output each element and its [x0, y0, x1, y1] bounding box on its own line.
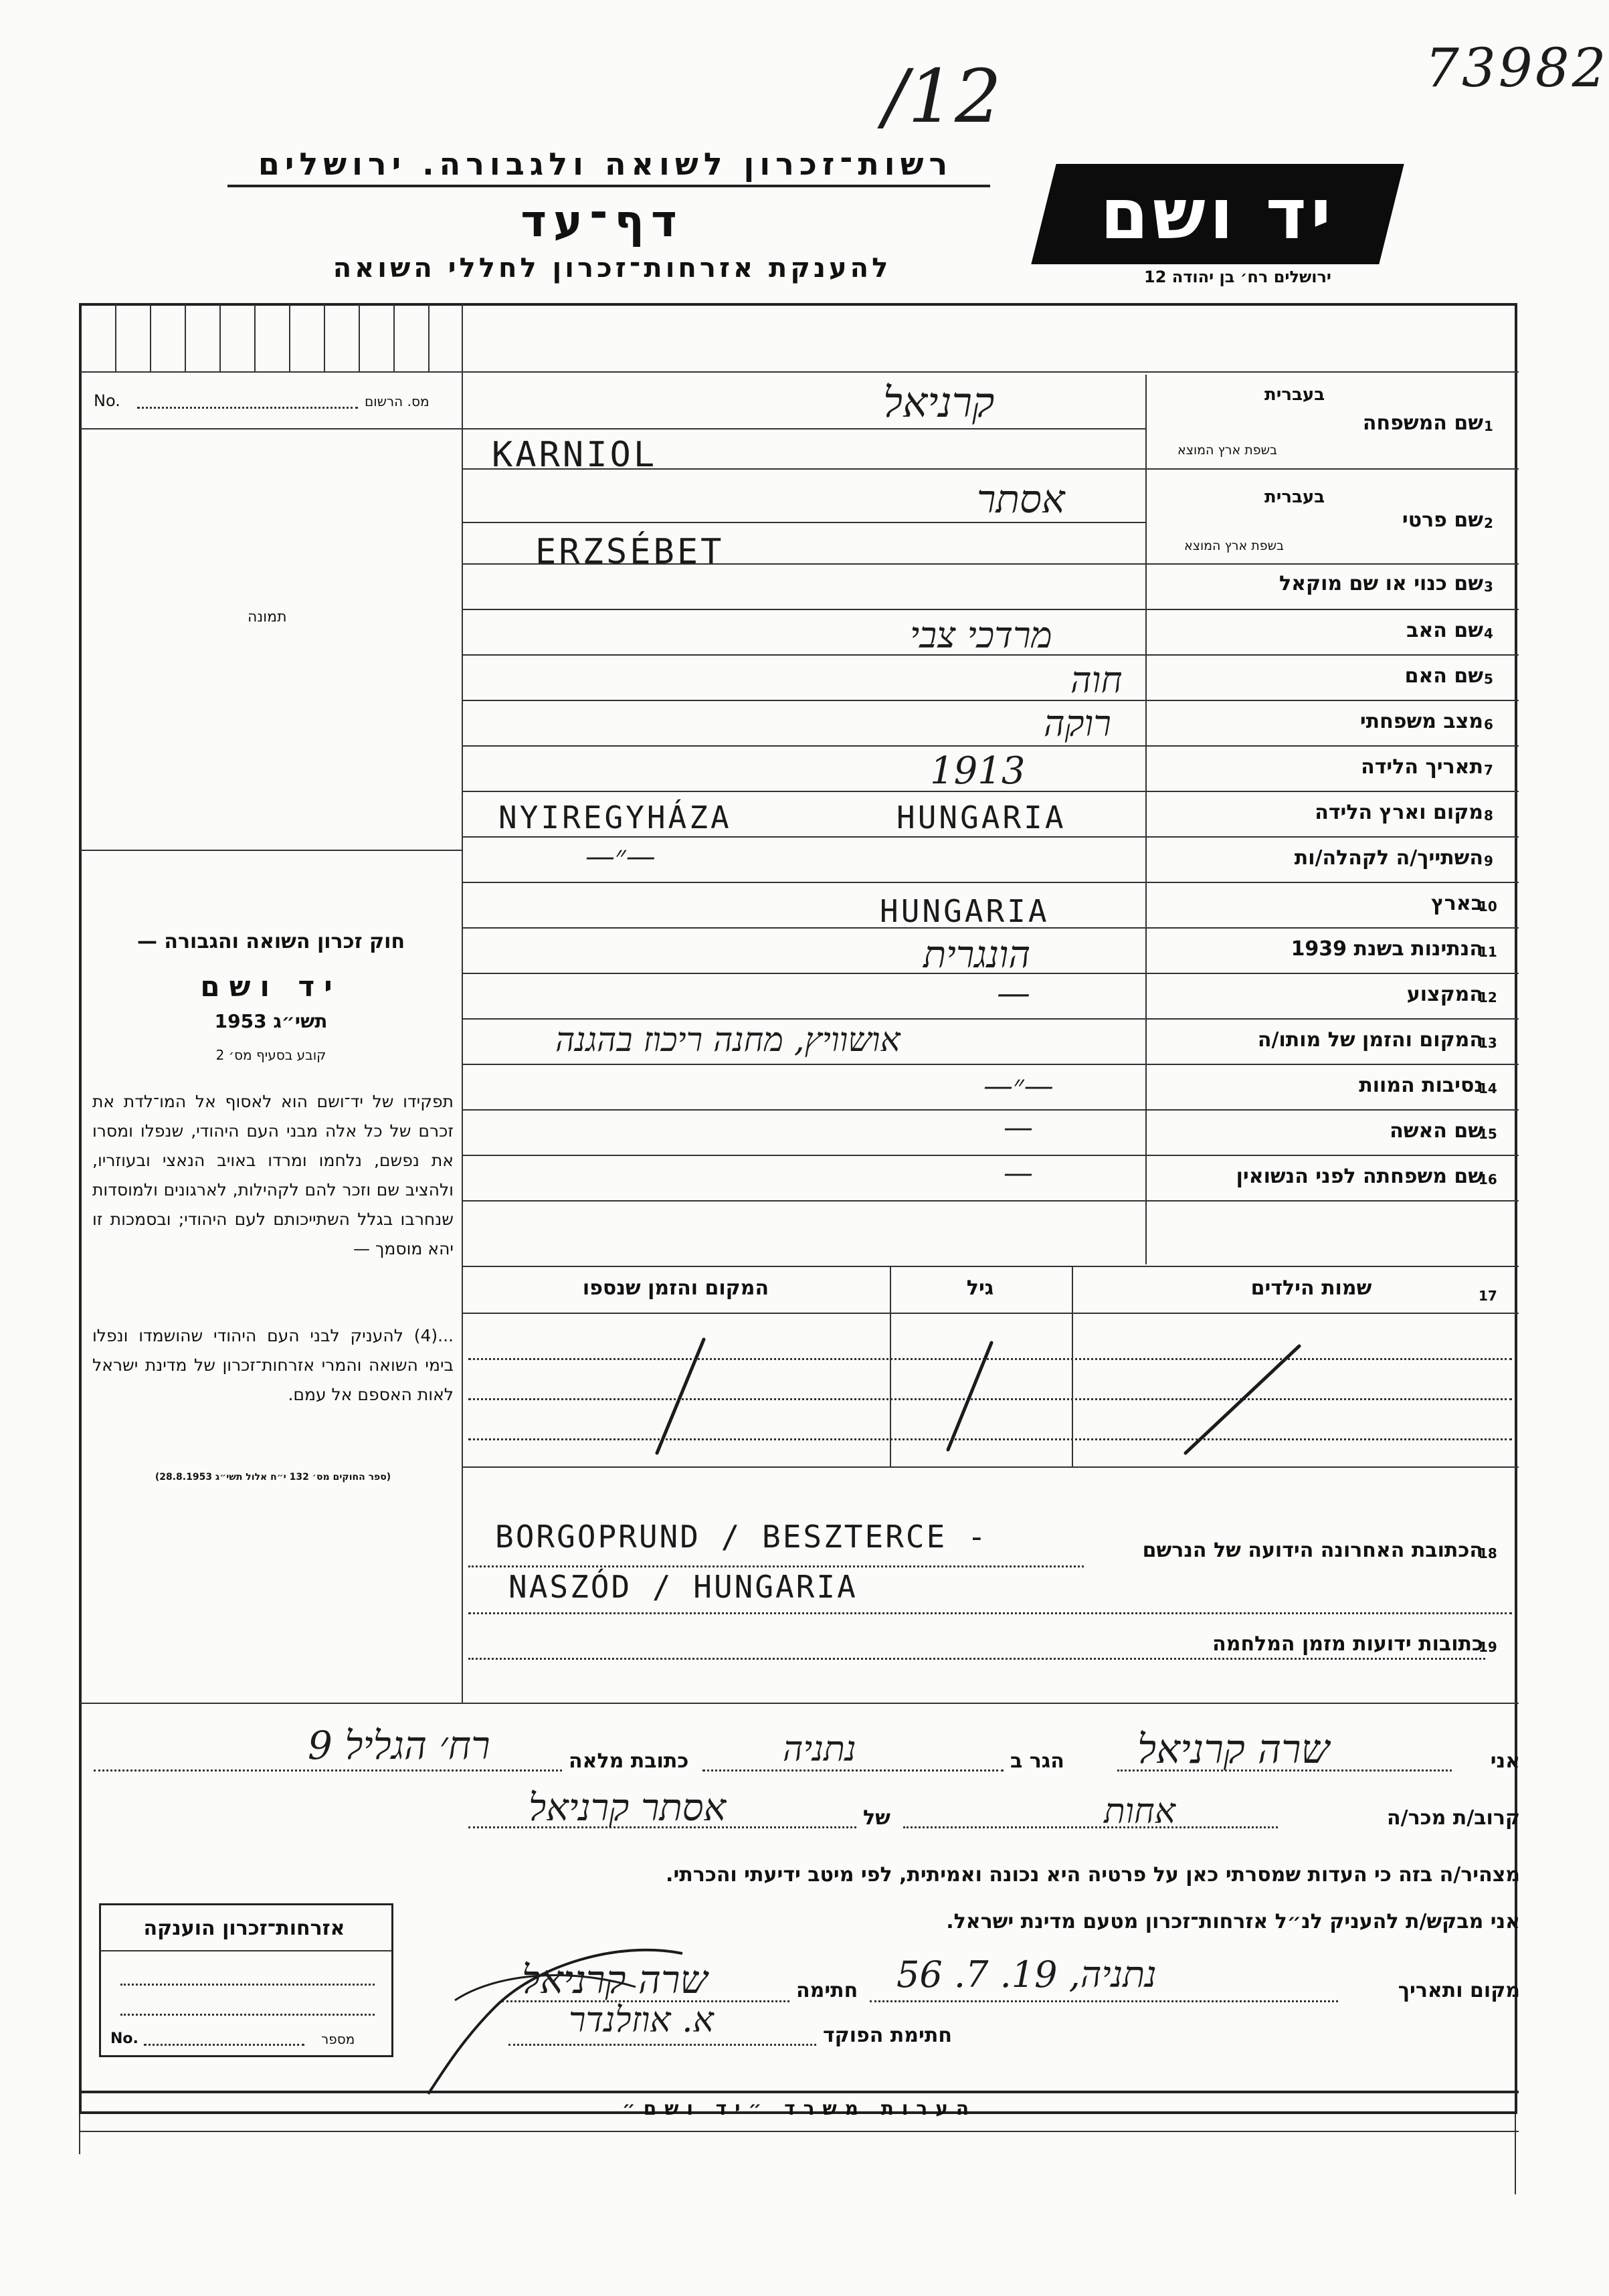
field-18-label: הכתובת האחרונה הידועה של הנרשם: [1142, 1539, 1483, 1562]
field-11-label: הנתינות בשנת 1939: [1291, 937, 1483, 961]
photo-label: תמונה: [248, 609, 287, 626]
field-1-sub-top: בעברית: [1264, 385, 1325, 405]
decl-relation-label: קרוב/ת מכר/ה: [1387, 1806, 1520, 1830]
field-11-number: 11: [1479, 944, 1497, 960]
decl-resident: הגר ב: [1010, 1749, 1064, 1773]
registry-no-field[interactable]: [137, 407, 358, 409]
decl-name[interactable]: שרה קרניאל: [1137, 1726, 1330, 1773]
field-2-sub-top: בעברית: [1264, 487, 1325, 507]
address-line-1[interactable]: BORGOPRUND / BESZTERCE -: [495, 1519, 988, 1555]
field-1-value-he[interactable]: קרניאל: [883, 378, 995, 427]
logo-text: יד ושם: [1100, 173, 1335, 255]
certificate-title: אזרחות־זכרון הוענקה: [143, 1917, 345, 1940]
field-13-value[interactable]: אושוויץ, מחנה ריכוז בהגנה: [555, 1020, 901, 1059]
folio-number: /12: [883, 54, 1002, 139]
children-table-bottom: [463, 1466, 1519, 1468]
field-18-number: 18: [1479, 1545, 1497, 1561]
law-name: יד ושם: [200, 970, 342, 1003]
field-15-number: 15: [1479, 1126, 1497, 1142]
children-age-header: גיל: [966, 1276, 994, 1300]
field-16-value[interactable]: —: [1004, 1156, 1033, 1190]
signature-label: חתימה: [796, 1979, 858, 2002]
field-2-sub-bottom: בשפת ארץ המוצא: [1184, 539, 1285, 553]
form-bottom-border: [80, 2091, 1519, 2093]
field-19-number: 19: [1479, 1639, 1497, 1655]
registry-no-label-he: מס. הרשום: [365, 393, 430, 409]
children-strikeout-marks: [463, 1313, 1519, 1466]
authority-name: רשות־זכרון לשואה ולגבורה. ירושלים: [258, 146, 953, 182]
place-date-label: מקום ותאריך: [1398, 1979, 1520, 2002]
field-10-number: 10: [1479, 898, 1497, 915]
field-10-value[interactable]: HUNGARIA: [880, 893, 1050, 929]
decl-ani: אני: [1490, 1749, 1520, 1773]
field-9-label: השתייך/ה לקהלה/ות: [1294, 846, 1483, 870]
war-address-field[interactable]: [468, 1658, 1485, 1660]
footer-remarks: הערות משרד ״יד ושם״: [622, 2097, 977, 2119]
field-6-number: 6: [1484, 716, 1493, 733]
label-column-divider: [1145, 375, 1147, 1264]
field-13-number: 13: [1479, 1035, 1497, 1051]
field-9-number: 9: [1484, 853, 1493, 869]
field-4-value[interactable]: מרדכי צבי: [910, 614, 1052, 656]
field-1-value-latin[interactable]: KARNIOL: [492, 435, 658, 475]
form-title: דף־עד: [520, 195, 684, 247]
place-date-value[interactable]: נתניה, 19. 7. 56: [896, 1953, 1157, 1996]
field-10-label: בארץ: [1430, 892, 1483, 915]
field-5-value[interactable]: חוה: [1070, 659, 1123, 701]
official-signature[interactable]: א. אוזלנדר: [569, 2000, 714, 2040]
field-8-value-country[interactable]: HUNGARIA: [896, 799, 1066, 836]
field-6-value[interactable]: רוקה: [1044, 702, 1111, 745]
field-8-value-city[interactable]: NYIREGYHÁZA: [498, 799, 732, 836]
field-17-number: 17: [1479, 1288, 1497, 1304]
decl-request: אני מבקש/ת להעניק לנ״ל אזרחות־זכרון מטעם מדינת ישראל.: [946, 1910, 1520, 1933]
left-column-divider: [462, 304, 463, 1703]
field-7-value[interactable]: 1913: [930, 749, 1026, 793]
field-12-number: 12: [1479, 989, 1497, 1006]
signature-value[interactable]: שרה קרניאל: [522, 1957, 708, 2002]
law-title: חוק זכרון השואה והגבורה —: [136, 930, 405, 953]
law-year: תשי״ג 1953: [214, 1010, 328, 1032]
field-5-label: שם האם: [1404, 664, 1483, 688]
field-2-number: 2: [1484, 515, 1493, 531]
field-1-number: 1: [1484, 418, 1493, 434]
field-14-number: 14: [1479, 1080, 1497, 1096]
law-paragraph-2: ...(4) להעניק לבני העם היהודי שהושמדו ונפלו בימי השואה והמרי אזרחות־זכרון של מדינת ישראל לאות האספם אל עמם.: [92, 1326, 454, 1404]
law-citation: (ספר החוקים מס׳ 132 י״ח אלול תשי״ג 28.8.1953): [155, 1472, 391, 1482]
field-16-label: שם משפחתה לפני הנשואין: [1236, 1165, 1483, 1188]
certificate-no: No.: [110, 2030, 138, 2047]
fields-bottom: [463, 1266, 1519, 1267]
address-line-2[interactable]: NASZÓD / HUNGARIA: [508, 1569, 858, 1605]
archive-number: 73982: [1425, 37, 1609, 99]
field-8-number: 8: [1484, 807, 1493, 824]
field-8-label: מקום וארץ הלידה: [1315, 801, 1483, 824]
field-4-number: 4: [1484, 626, 1493, 642]
field-2-label: שם פרטי: [1402, 508, 1483, 532]
field-5-number: 5: [1484, 671, 1493, 687]
photo-area-bottom: [80, 850, 463, 851]
field-4-label: שם האב: [1406, 619, 1483, 642]
field-2-value-he[interactable]: אסתר: [977, 476, 1065, 522]
field-1-sub-bottom: בשפת ארץ המוצא: [1177, 443, 1278, 458]
certificate-number-label: מספר: [321, 2031, 355, 2047]
yad-vashem-logo: [1031, 164, 1404, 264]
signature-flourish: [415, 1927, 696, 2101]
field-2-value-latin[interactable]: ERZSÉBET: [535, 532, 725, 572]
decl-statement: מצהיר/ה בזה כי העדות שמסרתי כאן על פרטיה היא נכונה ואמיתית, לפי מיטב ידיעתי והכרתי.: [666, 1863, 1520, 1887]
decl-city[interactable]: נתניה: [783, 1729, 856, 1769]
children-place-header: המקום והזמן שנספו: [582, 1276, 769, 1300]
decl-address[interactable]: רח׳ הגליל 9: [308, 1723, 490, 1768]
field-13-label: המקום והזמן של מותו/ה: [1257, 1028, 1483, 1052]
top-strip-bottom: [80, 371, 1519, 373]
law-clause: קובע בסעיף מס׳ 2: [215, 1047, 326, 1063]
field-12-label: המקצוע: [1406, 983, 1483, 1006]
field-7-label: תאריך הלידה: [1361, 755, 1483, 779]
field-3-number: 3: [1484, 579, 1493, 595]
field-15-value[interactable]: —: [1004, 1111, 1033, 1145]
field-1-label: שם המשפחה: [1362, 411, 1483, 435]
children-names-header: שמות הילדים: [1250, 1276, 1372, 1300]
decl-address-label: כתובת מלאה: [569, 1749, 689, 1773]
field-14-value[interactable]: —״—: [983, 1069, 1054, 1103]
logo-address: ירושלים רח׳ בן יהודה 12: [1144, 268, 1331, 286]
field-19-label: כתובות ידועות מזמן המלחמה: [1212, 1632, 1483, 1656]
decl-of: של: [863, 1806, 890, 1830]
official-label: חתימת הפוקד: [823, 2024, 952, 2047]
registry-no-label: No.: [94, 391, 120, 410]
decl-of-name[interactable]: אסתר קרניאל: [529, 1786, 727, 1830]
field-3-label: שם כנוי או שם מוקאל: [1279, 572, 1483, 595]
field-14-label: נסיבות המוות: [1359, 1074, 1483, 1097]
field-11-value[interactable]: הונגרית: [923, 933, 1031, 977]
field-6-label: מצב משפחתי: [1359, 710, 1483, 733]
field-16-number: 16: [1479, 1171, 1497, 1187]
field-9-value[interactable]: —״—: [585, 840, 656, 874]
decl-relation[interactable]: אחות: [1104, 1792, 1175, 1832]
authority-underline: [227, 185, 990, 187]
field-15-label: שם האשה: [1390, 1119, 1483, 1143]
field-7-number: 7: [1484, 762, 1493, 778]
certificate-no-field[interactable]: [144, 2044, 304, 2046]
field-12-value[interactable]: —: [997, 973, 1030, 1012]
law-paragraph-1: תפקידו של יד־ושם הוא לאסוף אל המו־לדת את זכרם של כל אלה מבני העם היהודי, שנפלו ומסרו את נפשם, נלחמו ומרדו באויב הנאצי ובעוזריו, ולהציב שם וזכר להם לקהילות, לארגונים ולמוסדות שנחרבו בגלל השתייכותם לעם היהודי; ובסמכות זו יהא מוסמך —: [92, 1092, 454, 1258]
form-subtitle: להענקת אזרחות־זכרון לחללי השואה: [333, 253, 892, 284]
